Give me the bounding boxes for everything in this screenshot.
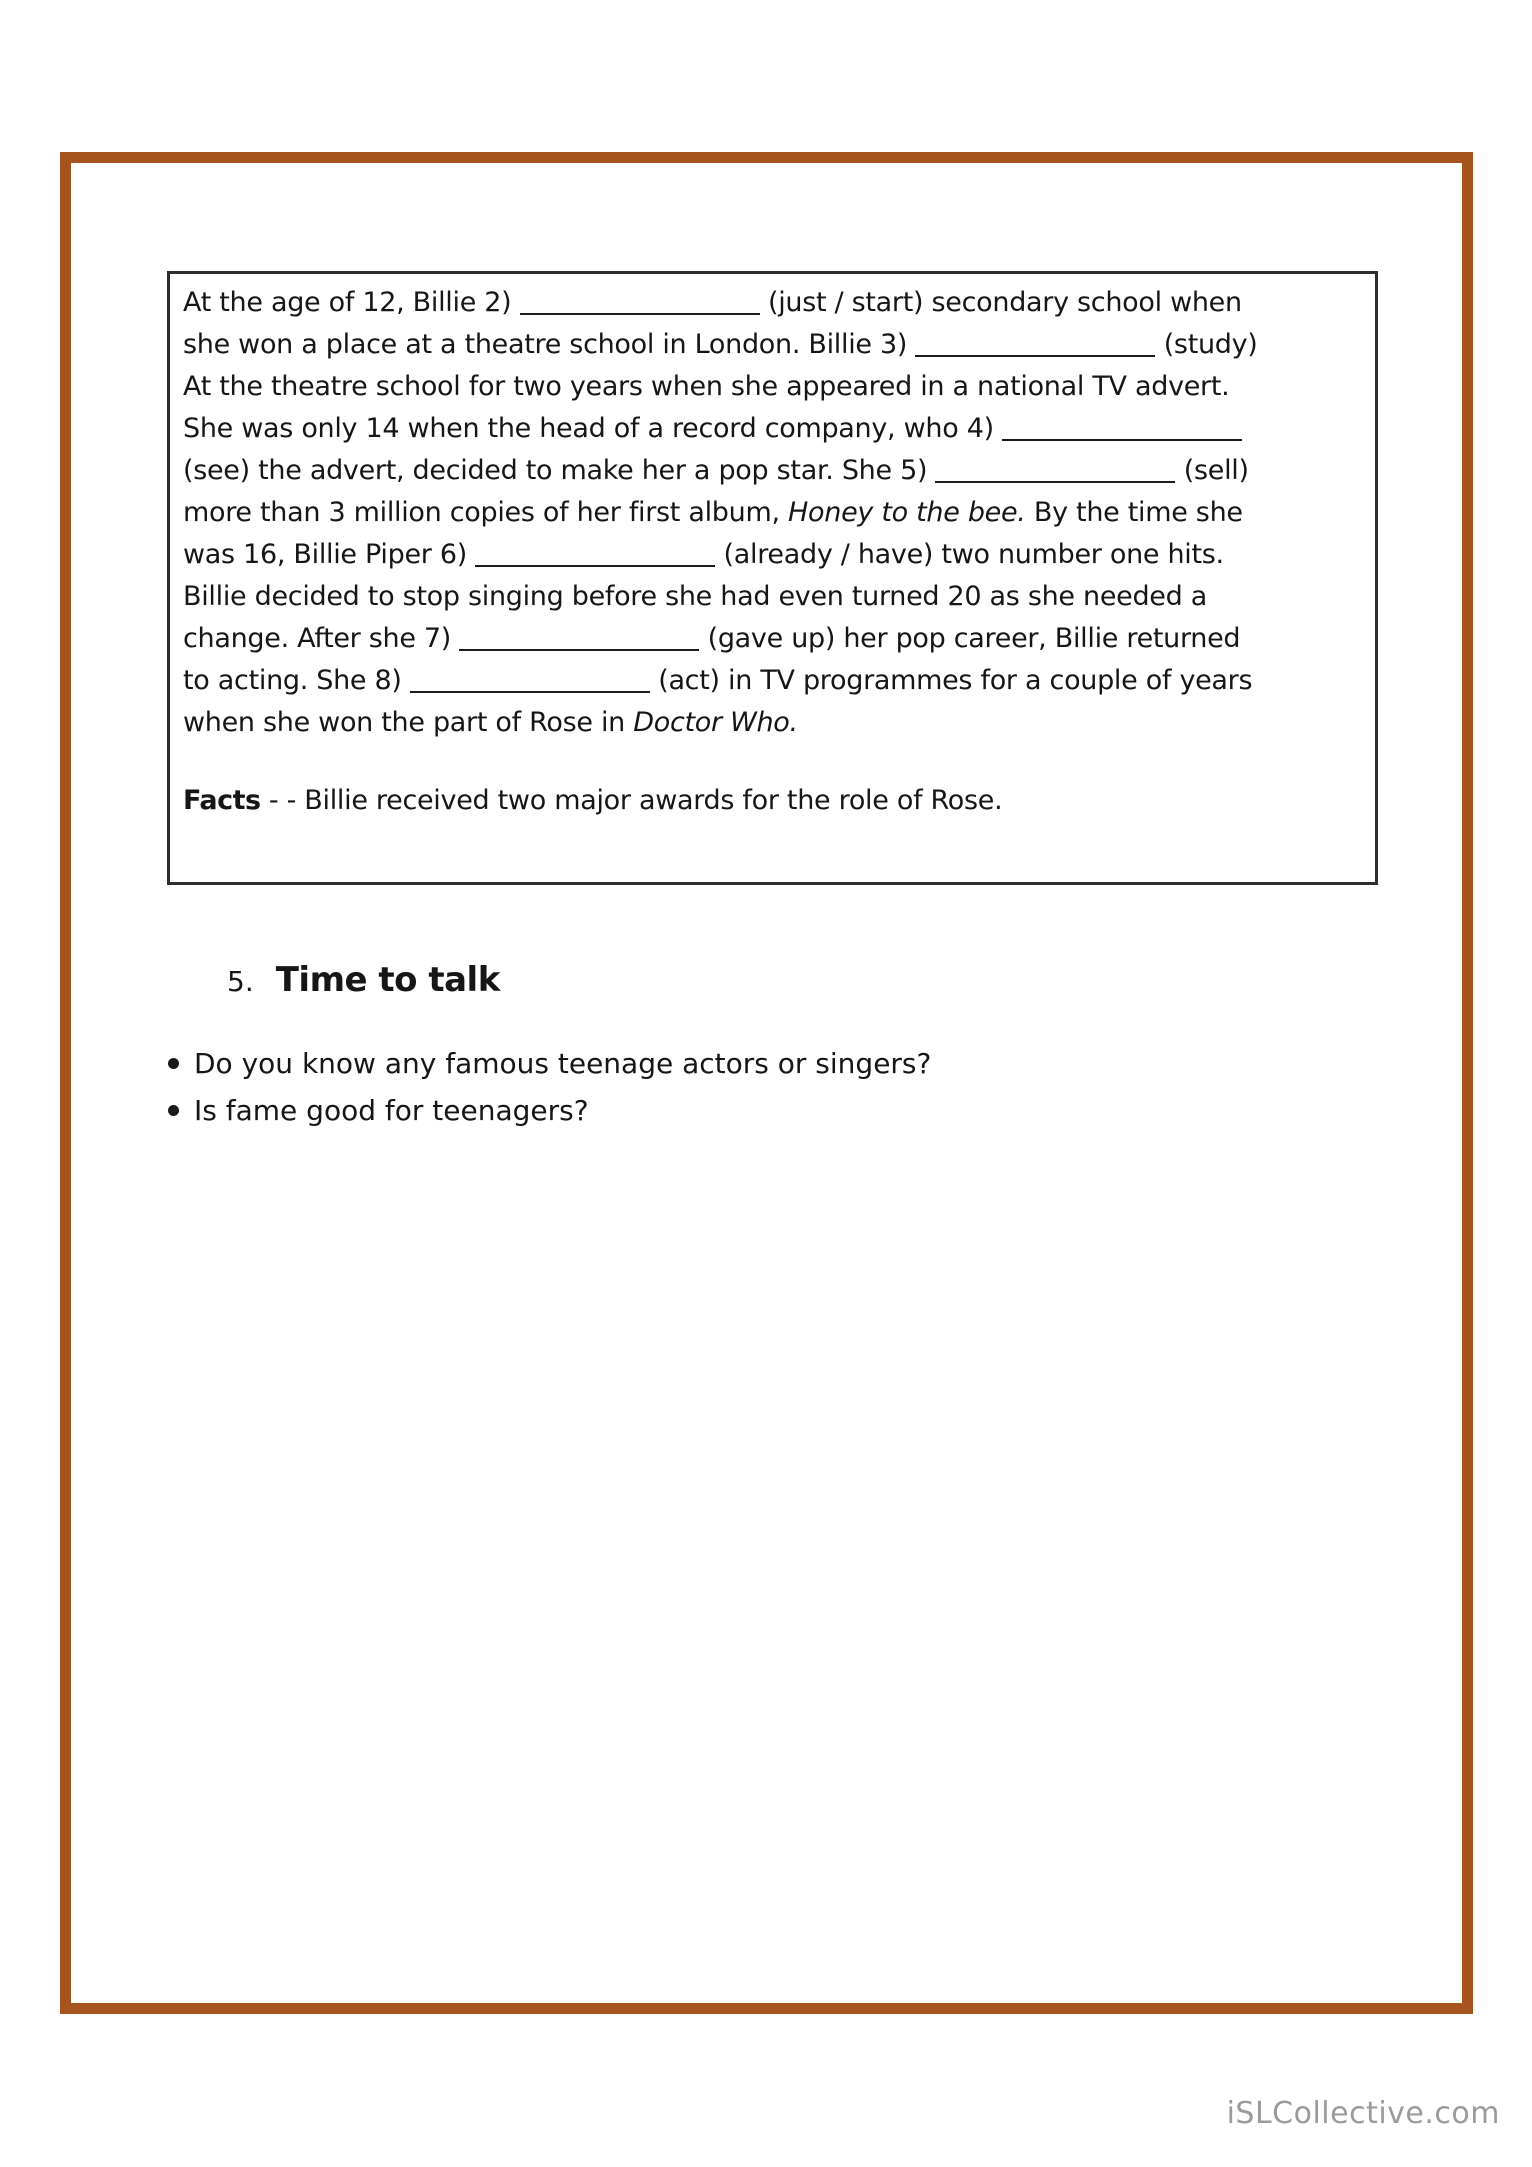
text-line: (see) the advert, decided to make her a pop star. She 5) (sell) [183,455,1249,486]
answer-blank [475,542,715,567]
text-line: to acting. She 8) (act) in TV programmes for a couple of years [183,665,1253,696]
text-line: At the theatre school for two years when she appeared in a national TV advert. [183,371,1230,402]
bullet-icon [168,1105,179,1116]
answer-blank [410,668,650,693]
bullet-icon [168,1058,179,1069]
facts-label: Facts [183,785,261,816]
text-line: Billie decided to stop singing before she had even turned 20 as she needed a [183,581,1207,612]
section-title: Time to talk [275,960,500,1000]
exercise-text-box [167,271,1378,885]
question-text: Do you know any famous teenage actors or singers? [194,1047,932,1080]
text-line: She was only 14 when the head of a record company, who 4) [183,408,1362,450]
discussion-questions [168,1040,931,1134]
answer-blank [935,458,1175,483]
text-line: more than 3 million copies of her first album, Honey to the bee. By the time she [183,497,1243,528]
text-line: was 16, Billie Piper 6) (already / have) two number one hits. [183,539,1224,570]
text-line: when she won the part of Rose in Doctor Who. [183,707,798,738]
text-line: change. After she 7) (gave up) her pop career, Billie returned [183,623,1241,654]
answer-blank [459,626,699,651]
section-heading [227,960,500,1000]
text-line: she won a place at a theatre school in London. Billie 3) (study) [183,329,1258,360]
italic-title: Honey to the bee. [788,497,1026,528]
answer-blank [915,332,1155,357]
question-item [168,1040,931,1087]
text-line: Facts - - Billie received two major awards for the role of Rose. [183,785,1003,816]
answer-blank [520,290,760,315]
answer-blank [1002,416,1242,441]
islcollective-watermark: iSLCollective.com [1226,2096,1500,2131]
section-number: 5. [227,965,254,998]
italic-title: Doctor Who. [633,707,798,738]
question-text: Is fame good for teenagers? [194,1094,589,1127]
question-item [168,1087,931,1134]
text-line: At the age of 12, Billie 2) (just / start) secondary school when [183,287,1242,318]
blank-line [183,744,1362,780]
